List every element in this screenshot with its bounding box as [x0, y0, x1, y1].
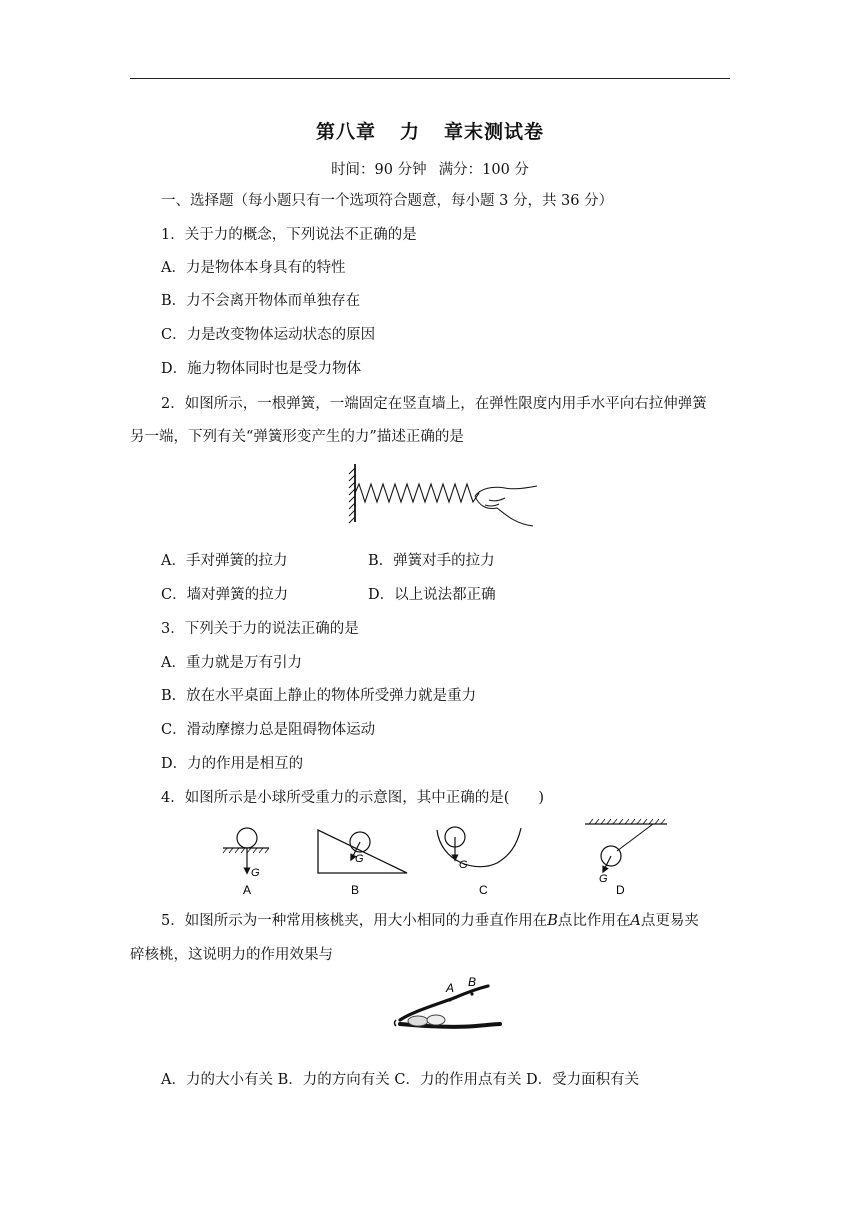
- q2-stem-line2: 另一端，下列有关“弹簧形变产生的力”描述正确的是: [130, 429, 464, 445]
- q4-stem: 4．如图所示是小球所受重力的示意图，其中正确的是( ): [161, 790, 545, 806]
- q3-option-c: C．滑动摩擦力总是阻碍物体运动: [161, 722, 376, 738]
- label-g-d: G: [599, 873, 608, 885]
- q3-option-d: D．力的作用是相互的: [161, 756, 304, 772]
- gravity-diagrams: [215, 818, 675, 898]
- q5-stem-line2: 碎核桃，这说明力的作用效果与: [130, 947, 333, 963]
- q2-option-d: D．以上说法都正确: [368, 587, 496, 603]
- q2-option-a: A．手对弹簧的拉力: [161, 553, 288, 569]
- label-g-c: G: [459, 859, 468, 871]
- q1-stem: 1．关于力的概念，下列说法不正确的是: [161, 227, 417, 243]
- point-a-label: A: [446, 981, 455, 995]
- diagram-d: [585, 819, 667, 897]
- q5-options: A．力的大小有关 B．力的方向有关 C．力的作用点有关 D．受力面积有关: [161, 1072, 640, 1088]
- label-g-b: G: [355, 853, 364, 865]
- nutcracker-figure: [392, 976, 504, 1040]
- spring-figure: [345, 458, 545, 528]
- section-heading: 一、选择题（每小题只有一个选项符合题意，每小题 3 分，共 36 分）: [161, 193, 614, 209]
- q3-option-a: A．重力就是万有引力: [161, 655, 302, 671]
- q2-stem-line1: 2．如图所示，一根弹簧，一端固定在竖直墙上，在弹性限度内用手水平向右拉伸弹簧: [161, 396, 707, 412]
- diagram-a: [223, 828, 269, 897]
- q1-option-a: A．力是物体本身具有的特性: [161, 260, 346, 276]
- label-d: D: [616, 883, 625, 897]
- q2-option-b: B．弹簧对手的拉力: [368, 553, 495, 569]
- label-c: C: [479, 883, 488, 897]
- label-a: A: [243, 883, 252, 897]
- exam-info: 时间：90 分钟 满分：100 分: [331, 162, 529, 178]
- q1-option-d: D．施力物体同时也是受力物体: [161, 361, 362, 377]
- q5-stem-line1: 5．如图所示为一种常用核桃夹，用大小相同的力垂直作用在B点比作用在A点更易夹: [161, 913, 699, 929]
- page-title: 第八章 力 章末测试卷: [315, 121, 545, 143]
- q1-option-c: C．力是改变物体运动状态的原因: [161, 327, 376, 343]
- q1-option-b: B．力不会离开物体而单独存在: [161, 293, 361, 309]
- q2-option-c: C．墙对弹簧的拉力: [161, 587, 289, 603]
- diagram-b: [318, 830, 407, 897]
- point-b-label: B: [468, 975, 477, 989]
- header-rule: [130, 78, 730, 79]
- label-b: B: [351, 883, 360, 897]
- diagram-c: [437, 827, 521, 897]
- q3-option-b: B．放在水平桌面上静止的物体所受弹力就是重力: [161, 688, 477, 704]
- label-g-a: G: [251, 867, 260, 879]
- q3-stem: 3．下列关于力的说法正确的是: [161, 621, 359, 637]
